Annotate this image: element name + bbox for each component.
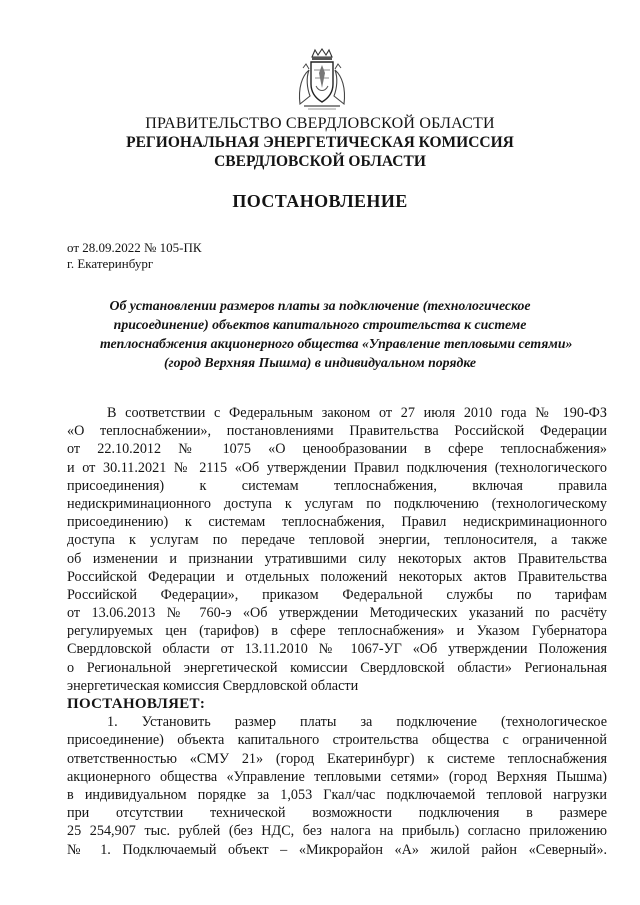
- subject-line: присоединение) объектов капитального строительства к системе: [113, 317, 527, 332]
- subject-line: Об установлении размеров платы за подключение (технологическое: [109, 298, 531, 313]
- preamble-line: «О теплоснабжении», постановлениями Правительства Российской Федерации: [67, 423, 607, 440]
- resolves-heading: ПОСТАНОВЛЯЕТ:: [67, 696, 206, 712]
- preamble-line: недискриминационного доступа к услугам по подключению (технологическому: [67, 495, 607, 512]
- item1-line: 1. Установить размер платы за подключение (технологическое: [107, 714, 607, 731]
- preamble-line: от 22.10.2012 № 1075 «О ценообразовании в сфере теплоснабжения»: [67, 441, 607, 458]
- preamble-line: Свердловской области от 13.11.2010 № 1067-УГ «Об утверждении Положения: [67, 641, 607, 658]
- item1-line: ответственностью «СМУ 21» (город Екатеринбург) к системе теплоснабжения: [67, 750, 607, 767]
- preamble-line: энергетическая комиссия Свердловской области: [67, 677, 359, 694]
- preamble-line: присоединения) к системам теплоснабжения, включая правила: [67, 477, 607, 494]
- preamble-line: В соответствии с Федеральным законом от 27 июля 2010 года № 190-ФЗ: [107, 405, 607, 421]
- item1-line: в индивидуальном порядке за 1,053 Гкал/час подключаемой тепловой нагрузки: [67, 786, 607, 803]
- preamble-line: регулируемых цен (тарифов) в сфере теплоснабжения» и Указом Губернатора: [67, 623, 607, 640]
- item1-line: акционерного общества «Управление тепловыми сетями» (город Верхняя Пышма): [67, 768, 607, 785]
- document-type: ПОСТАНОВЛЕНИЕ: [232, 191, 408, 211]
- preamble-line: и от 30.11.2021 № 2115 «Об утверждении Правил подключения (технологического: [67, 459, 607, 476]
- preamble-line: Российской Федерации и отдельных положений некоторых актов Правительства: [67, 568, 607, 585]
- subject-line: (город Верхняя Пышма) в индивидуальном порядке: [163, 355, 477, 370]
- preamble-line: от 13.06.2013 № 760-э «Об утверждении Методических указаний по расчёту: [67, 605, 607, 622]
- preamble-line: об изменении и признании утратившими силу некоторых актов Правительства: [67, 550, 607, 567]
- commission-name-line2: СВЕРДЛОВСКОЙ ОБЛАСТИ: [214, 153, 426, 170]
- subject-line: теплоснабжения акционерного общества «Управление тепловыми сетями»: [100, 336, 573, 351]
- preamble-line: Российской Федерации», приказом Федеральной службы по тарифам: [67, 586, 607, 603]
- sverdlovsk-coat-of-arms-icon: [296, 48, 348, 110]
- government-name: ПРАВИТЕЛЬСТВО СВЕРДЛОВСКОЙ ОБЛАСТИ: [145, 115, 495, 132]
- document-subject: [100, 296, 573, 372]
- item1-line: № 1. Подключаемый объект – «Микрорайон «А» жилой район «Северный».: [67, 841, 607, 858]
- document-city: г. Екатеринбург: [67, 256, 154, 271]
- document-body: [67, 404, 607, 859]
- item1-line: присоединение) объекта капитального строительства общества с ограниченной: [67, 732, 607, 749]
- preamble-line: о Региональной энергетической комиссии Свердловской области» Региональная: [67, 659, 607, 676]
- preamble-line: присоединению) к системам теплоснабжения, Правил недискриминационного: [67, 514, 607, 531]
- item1-line: при отсутствии технической возможности подключения в размере: [67, 805, 607, 822]
- preamble-line: доступа к услугам по передаче тепловой энергии, теплоносителя, а также: [67, 532, 607, 549]
- commission-name-line1: РЕГИОНАЛЬНАЯ ЭНЕРГЕТИЧЕСКАЯ КОМИССИЯ: [126, 134, 514, 151]
- item1-line: 25 254,907 тыс. рублей (без НДС, без налога на прибыль) согласно приложению: [67, 823, 607, 840]
- document-date-number: от 28.09.2022 № 105-ПК: [67, 240, 202, 255]
